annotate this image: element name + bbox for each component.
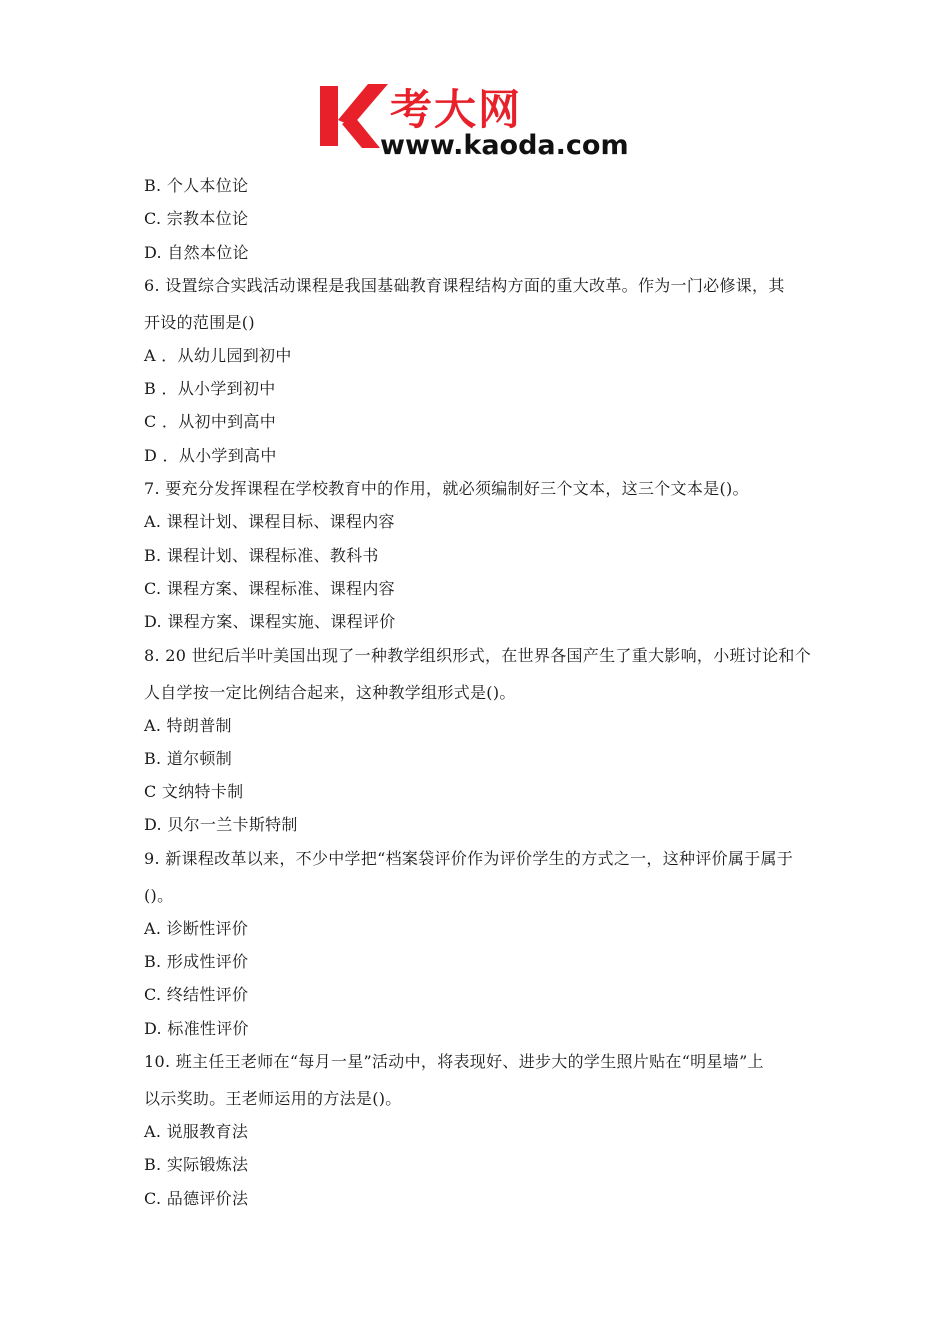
question-text-line-1: 8. 20 世纪后半叶美国出现了一种教学组织形式，在世界各国产生了重大影响，小班讨论和个 — [144, 645, 811, 665]
option-line: C. 课程方案、课程标准、课程内容 — [144, 578, 395, 598]
option-line: B. 道尔顿制 — [144, 748, 233, 768]
option-line: D. 自然本位论 — [144, 242, 249, 262]
option-line: B. 实际锻炼法 — [144, 1155, 249, 1175]
question-content — [144, 169, 814, 1215]
option-line: A. 说服教育法 — [144, 1121, 249, 1141]
option-line: B. 个人本位论 — [144, 176, 249, 195]
question-8 — [144, 637, 814, 711]
question-10 — [144, 1043, 814, 1117]
question-text-line-1: 9. 新课程改革以来，不少中学把“档案袋评价作为评价学生的方式之一，这种评价属于属于 — [144, 848, 794, 868]
option-line: A. 诊断性评价 — [144, 918, 249, 938]
logo-brand-cn: 考大网 — [390, 85, 523, 134]
option-line: B ．从小学到初中 — [144, 379, 276, 399]
option-line: A ．从幼儿园到初中 — [144, 345, 292, 365]
question-6 — [144, 267, 814, 341]
option-line: B. 形成性评价 — [144, 952, 249, 972]
option-line: D ．从小学到高中 — [144, 445, 277, 465]
question-text-line-1: 10. 班主任王老师在“每月一星”活动中，将表现好、进步大的学生照片贴在“明星墙”上 — [144, 1051, 764, 1071]
question-7: 7. 要充分发挥课程在学校教育中的作用，就必须编制好三个文本，这三个文本是()。 — [144, 479, 749, 499]
kaoda-logo — [318, 80, 638, 160]
option-line: A. 特朗普制 — [144, 715, 232, 735]
option-line: B. 课程计划、课程标准、教科书 — [144, 545, 379, 565]
option-line: C. 终结性评价 — [144, 985, 249, 1005]
option-line: C ．从初中到高中 — [144, 412, 277, 432]
question-text-line-2: 以示奖助。王老师运用的方法是()。 — [144, 1088, 402, 1108]
question-text-line-2: 人自学按一定比例结合起来，这种教学组形式是()。 — [144, 682, 516, 702]
option-line: A. 课程计划、课程目标、课程内容 — [144, 512, 395, 532]
question-9 — [144, 840, 814, 914]
option-line: C. 品德评价法 — [144, 1188, 249, 1208]
option-line: C 文纳特卡制 — [144, 782, 244, 802]
question-text-line-1: 6. 设置综合实践活动课程是我国基础教育课程结构方面的重大改革。作为一门必修课，其 — [144, 275, 785, 295]
option-line: D. 课程方案、课程实施、课程评价 — [144, 612, 396, 632]
option-line: D. 标准性评价 — [144, 1018, 249, 1038]
logo-k-mark — [320, 84, 388, 148]
logo-url-text: www.kaoda.com — [380, 130, 629, 160]
option-line: C. 宗教本位论 — [144, 209, 249, 229]
question-text-line-2: 开设的范围是() — [144, 312, 255, 332]
option-line: D. 贝尔一兰卡斯特制 — [144, 815, 298, 835]
question-text-line-2: ()。 — [144, 885, 174, 905]
